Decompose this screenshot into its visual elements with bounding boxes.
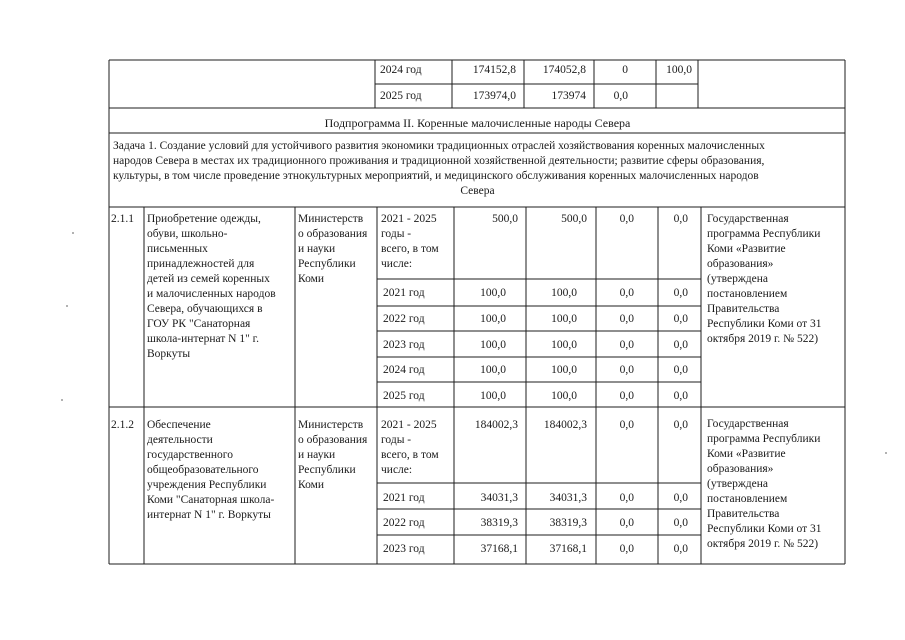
executor-line: и науки <box>298 243 336 255</box>
year-value-4: 0,0 <box>673 390 688 402</box>
period-line: всего, в том <box>381 449 439 461</box>
scan-speck <box>72 232 74 234</box>
executor-line: Республики <box>298 258 356 270</box>
program-line: (утверждена <box>707 478 768 490</box>
program-line: Республики Коми от 31 <box>707 318 822 330</box>
year-value-2: 34031,3 <box>549 492 587 504</box>
item-description-line: Приобретение одежды, <box>147 213 261 225</box>
year-label: 2025 год <box>383 390 425 402</box>
top-row-2024-year: 2024 год <box>380 64 422 76</box>
year-value-3: 0,0 <box>619 390 634 402</box>
year-value-1: 100,0 <box>480 364 506 376</box>
year-label: 2022 год <box>383 517 425 529</box>
year-value-2: 100,0 <box>551 287 577 299</box>
item-description-line: письменных <box>147 243 208 255</box>
total-value-1: 184002,3 <box>474 419 518 431</box>
year-value-3: 0,0 <box>619 339 634 351</box>
year-value-1: 38319,3 <box>480 517 518 529</box>
top-row-2024-v2: 174052,8 <box>542 64 586 76</box>
item-description-line: государственного <box>147 449 233 461</box>
executor-line: о образования <box>298 434 368 446</box>
program-line: образования» <box>707 258 774 270</box>
total-value-2: 500,0 <box>561 213 587 225</box>
top-row-2025-v1: 173974,0 <box>472 90 516 102</box>
scan-speck <box>61 399 63 401</box>
total-value-2: 184002,3 <box>543 419 587 431</box>
year-value-3: 0,0 <box>619 287 634 299</box>
program-line: октября 2019 г. № 522) <box>707 333 819 345</box>
task-line-3: культуры, в том числе проведение этнокультурных мероприятий, и медицинского обслуживания коренных малочисленных народов <box>113 170 759 182</box>
year-value-1: 100,0 <box>480 339 506 351</box>
item-description-line: принадлежностей для <box>147 258 255 270</box>
executor-line: о образования <box>298 228 368 240</box>
item-description-line: школа-интернат N 1" г. <box>147 333 259 345</box>
top-row-2024-v1: 174152,8 <box>472 64 516 76</box>
period-line: всего, в том <box>381 243 439 255</box>
total-value-4: 0,0 <box>673 419 688 431</box>
top-row-2024-v3: 0 <box>622 64 628 76</box>
program-line: программа Республики <box>707 433 821 445</box>
item-description-line: деятельности <box>147 434 213 446</box>
program-line: Правительства <box>707 508 780 520</box>
year-label: 2023 год <box>383 339 425 351</box>
total-value-1: 500,0 <box>492 213 518 225</box>
item-number: 2.1.1 <box>111 213 134 225</box>
item-description-line: Воркуты <box>147 348 191 360</box>
total-value-4: 0,0 <box>673 213 688 225</box>
year-value-3: 0,0 <box>619 517 634 529</box>
program-line: Коми «Развитие <box>707 448 786 460</box>
program-line: Республики Коми от 31 <box>707 523 822 535</box>
year-value-4: 0,0 <box>673 287 688 299</box>
top-row-2024-v4: 100,0 <box>666 64 692 76</box>
period-line: 2021 - 2025 <box>381 213 437 225</box>
year-value-3: 0,0 <box>619 492 634 504</box>
executor-line: Министерств <box>298 419 364 431</box>
executor-line: и науки <box>298 449 336 461</box>
item-description-line: общеобразовательного <box>147 464 259 476</box>
top-row-2025-v3: 0,0 <box>613 90 628 102</box>
period-line: годы - <box>381 434 412 446</box>
item-description-line: Коми "Санаторная школа- <box>147 494 275 506</box>
total-value-3: 0,0 <box>619 213 634 225</box>
year-value-4: 0,0 <box>673 364 688 376</box>
item-description-line: и малочисленных народов <box>147 288 276 300</box>
top-row-2025-year: 2025 год <box>380 90 422 102</box>
year-value-2: 100,0 <box>551 313 577 325</box>
executor-line: Коми <box>298 479 325 491</box>
year-label: 2024 год <box>383 364 425 376</box>
program-line: постановлением <box>707 493 788 505</box>
program-line: (утверждена <box>707 273 768 285</box>
program-line: октября 2019 г. № 522) <box>707 538 819 550</box>
period-line: 2021 - 2025 <box>381 419 437 431</box>
program-line: Правительства <box>707 303 780 315</box>
program-line: образования» <box>707 463 774 475</box>
item-description-line: детей из семей коренных <box>147 273 270 285</box>
year-value-1: 37168,1 <box>480 543 518 555</box>
scan-speck <box>66 305 68 307</box>
year-value-4: 0,0 <box>673 543 688 555</box>
item-description-line: Севера, обучающихся в <box>147 303 263 315</box>
task-line-1: Задача 1. Создание условий для устойчивого развития экономики традиционных отраслей хозяйствования коренных малочисленных <box>113 140 765 152</box>
program-line: программа Республики <box>707 228 821 240</box>
period-line: годы - <box>381 228 412 240</box>
executor-line: Министерств <box>298 213 364 225</box>
year-value-4: 0,0 <box>673 492 688 504</box>
item-description-line: обуви, школьно- <box>147 228 228 240</box>
period-line: числе: <box>381 464 413 476</box>
year-value-2: 100,0 <box>551 339 577 351</box>
scan-speck <box>885 452 887 454</box>
total-value-3: 0,0 <box>619 419 634 431</box>
year-value-1: 100,0 <box>480 287 506 299</box>
year-label: 2021 год <box>383 492 425 504</box>
year-value-1: 100,0 <box>480 390 506 402</box>
item-description-line: Обеспечение <box>147 419 211 431</box>
year-label: 2021 год <box>383 287 425 299</box>
executor-line: Республики <box>298 464 356 476</box>
program-line: постановлением <box>707 288 788 300</box>
top-row-2025-v2: 173974 <box>551 90 586 102</box>
year-value-2: 38319,3 <box>549 517 587 529</box>
year-value-2: 100,0 <box>551 390 577 402</box>
year-value-4: 0,0 <box>673 517 688 529</box>
item-description-line: учреждения Республики <box>147 479 267 491</box>
subprogram-title: Подпрограмма II. Коренные малочисленные народы Севера <box>324 116 631 130</box>
period-line: числе: <box>381 258 413 270</box>
year-value-1: 100,0 <box>480 313 506 325</box>
year-label: 2023 год <box>383 543 425 555</box>
year-value-1: 34031,3 <box>480 492 518 504</box>
year-value-4: 0,0 <box>673 339 688 351</box>
item-number: 2.1.2 <box>111 419 134 431</box>
task-line-4: Севера <box>460 185 495 197</box>
item-description-line: интернат N 1" г. Воркуты <box>147 509 271 521</box>
year-label: 2022 год <box>383 313 425 325</box>
year-value-2: 37168,1 <box>549 543 587 555</box>
item-description-line: ГОУ РК "Санаторная <box>147 318 251 330</box>
program-line: Государственная <box>707 418 789 430</box>
program-line: Коми «Развитие <box>707 243 786 255</box>
year-value-3: 0,0 <box>619 313 634 325</box>
year-value-3: 0,0 <box>619 364 634 376</box>
year-value-2: 100,0 <box>551 364 577 376</box>
executor-line: Коми <box>298 273 325 285</box>
year-value-3: 0,0 <box>619 543 634 555</box>
year-value-4: 0,0 <box>673 313 688 325</box>
task-line-2: народов Севера в местах их традиционного проживания и традиционной хозяйственной деятельности; развитие сферы образования, <box>113 155 765 167</box>
program-line: Государственная <box>707 213 789 225</box>
